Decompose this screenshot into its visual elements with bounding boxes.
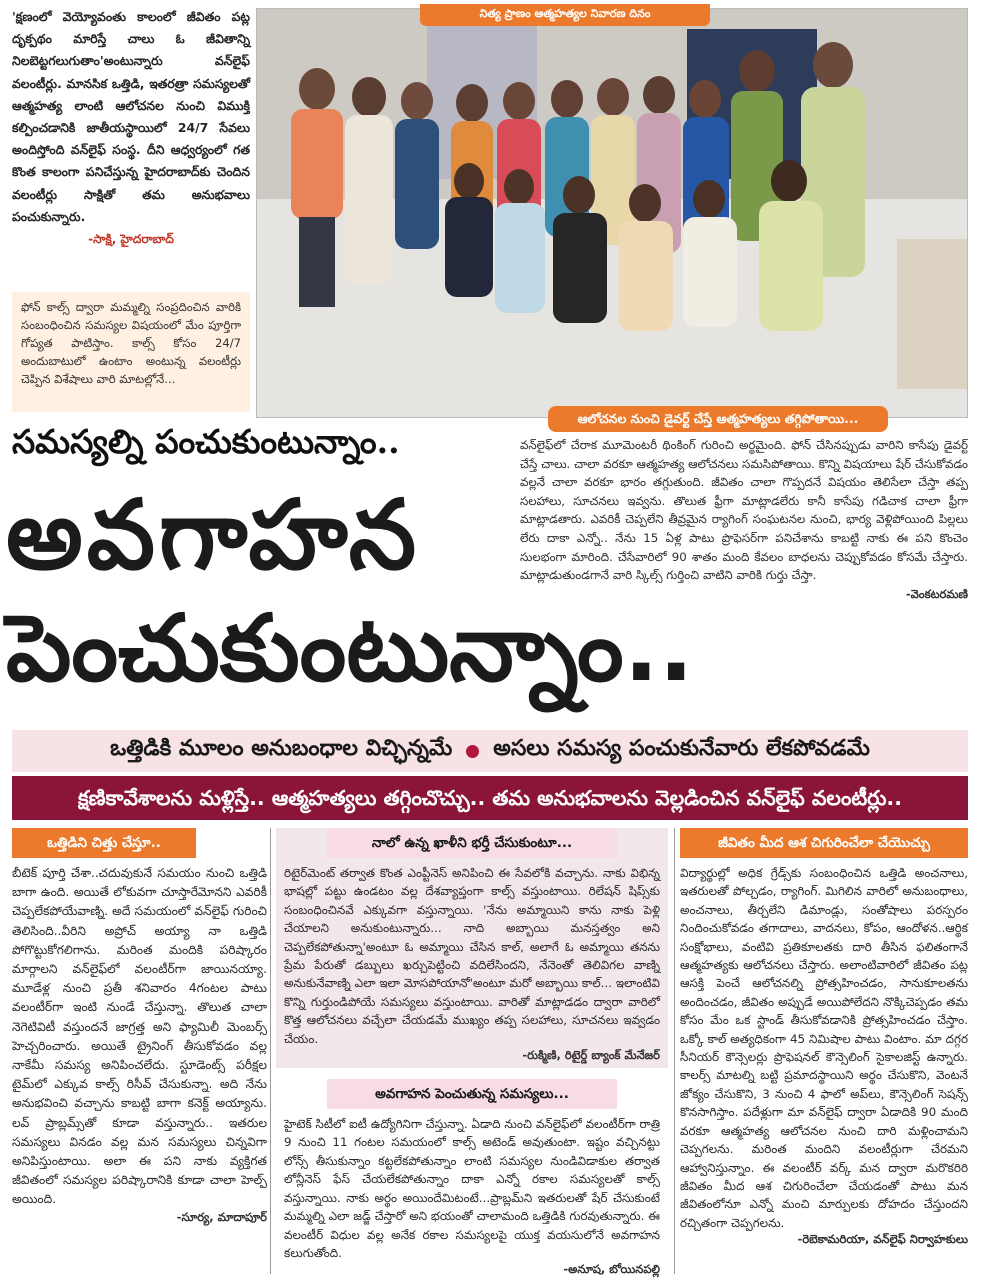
- group-photo-illustration: [257, 9, 968, 418]
- story-2b-heading: అవగాహన పెంచుతున్న సమస్యలు...: [327, 1079, 617, 1109]
- story-1-body: బీటెక్ పూర్తి చేశా..చదువుకునే సమయం నుంచి ఒత్తిడి బాగా ఉంది. అయితే లోకువగా చూస్తారేమోనని ఎవరికీ చెప్పలేకపోయేవాణ్ని. అదే సమయంలో వన్‌లైఫ్ గురించి తెలిసింది..వీరిని అప్రోచ్ అయ్యా నా ఒత్తిడి పోగొట్టుకోగలిగాను. మరింత మందికి పరిష్కారం మార్గాలని వన్‌లైఫ్‌లో వలంటీర్‌గా జాయినయ్యా. మూడేళ్ల నుంచి ప్రతీ శనివారం 4గంటల పాటు వలంటీర్‌గా ఇంటి నుండే చేస్తున్నా. తొలుత చాలా నెగెటివిటీ వస్తుందనే జాగ్రత్త అని ఫ్యామిలీ మెంబర్స్ హెచ్చరించారు. అయితే ట్రైనింగ్ తీసుకోవడం వల్ల నాకేమీ సమస్య అనిపించలేదు. స్టూడెంట్స్ పరీక్షల టైమ్‌లో ఎక్కువ కాల్స్ రిసీవ్ చేసుకున్నా. అది నేను అనుభవించి వచ్చాను కాబట్టి బాగా కనెక్ట్ అయ్యాను. లవ్ ప్రాబ్లమ్స్‌తో కూడా వస్తున్నారు.. ఇతరుల సమస్యలు వినడం వల్ల మన సమస్యలు చిన్నవిగా అనిపిస్తుంటాయి. అలా ఈ పని నాకు వ్యక్తిగత జీవితంలో సమస్యల పరిష్కారానికి కూడా చాలా హెల్ప్ అయింది.: [12, 866, 267, 1207]
- headline-kicker: సమస్యల్ని పంచుకుంటున్నాం..: [12, 422, 400, 461]
- story-column-2: [276, 828, 668, 1279]
- story-2a-heading: నాలో ఉన్న ఖాళీని భర్తీ చేసుకుంటూ...: [327, 828, 617, 858]
- story-column-3: [680, 828, 968, 1249]
- story-3-heading: జీవితం మీద ఆశ చిగురించేలా చేయొచ్చు: [680, 828, 968, 858]
- story-1-heading: ఒత్తిడిని చిత్తు చేస్తూ..: [12, 828, 196, 858]
- headline-line-2: పెంచుకుంటున్నాం..: [6, 595, 694, 702]
- side-story-byline: -వెంకటరమణి: [905, 586, 968, 601]
- subheading-band: [12, 730, 968, 772]
- intro-section: [12, 6, 250, 249]
- column-divider: [674, 828, 675, 1274]
- column-divider: [270, 828, 271, 1274]
- intro-paragraph: 'క్షణంలో వెయ్యోవంతు కాలంలో జీవితం పట్ల దృక్పథం మారిస్తే చాలు ఓ జీవితాన్ని నిలబెట్టగలుగుతాం'అంటున్నారు వన్‌లైఫ్ వలంటీర్లు. మానసిక ఒత్తిడి, ఇతరత్రా సమస్యలతో ఆత్మహత్య లాంటి ఆలోచనల నుంచి విముక్తి కల్పించడానికి జాతీయస్థాయిలో 24/7 సేవలు అందిస్తోంది వన్‌లైఫ్ సంస్థ. దీని ఆధ్వర్యంలో గత కొంత కాలంగా పనిచేస్తున్న హైదరాబాద్‌కు చెందిన వలంటీర్లు సాక్షితో తమ అనుభవాలు పంచుకున్నారు.: [12, 9, 250, 224]
- story-2a-byline: -రుక్మిణి, రిటైర్డ్ బ్యాంక్ మేనేజర్: [522, 1048, 660, 1063]
- group-photo: [256, 8, 968, 418]
- story-2a: [276, 828, 668, 1065]
- story-1-byline: -సూర్య, మాదాపూర్: [176, 1209, 267, 1224]
- story-2a-body: రిటైర్‌మెంట్ తర్వాత కొంత ఎంప్టీనెస్ అనిపించి ఈ సేవలోకి వచ్చాను. నాకు విభిన్న భాషల్లో పట్టు ఉండటం వల్ల దేశవ్యాప్తంగా కాల్స్ వస్తుంటాయి. రిలేషన్ షిప్స్‌కు సంబంధించినవే ఎక్కువగా వస్తున్నాయి. 'నేను అమ్మాయిని కాను నాకు పెళ్లి చేయాలని అనుకుంటున్నారు... నాది అబ్బాయి మనస్తత్వం అని చెప్పలేకపోతున్నా'అంటూ ఓ అమ్మాయి చేసిన కాల్, అలాగే ఓ అమ్మాయి తనను ప్రేమ పేరుతో డబ్బులు ఖర్చుపెట్టించి వదిలేసిందని, నేనెంతో తెలివిగల వాణ్ని అనుకునేవాణ్ని ఎలా ఇలా మోసపోయానో'అంటూ మరో అబ్బాయి కాల్... ఇలాంటివి కొన్ని గుర్తుండిపోయే సమస్యలు వస్తుంటాయి. వారితో మాట్లాడడం ద్వారా వారిలో కొత్త ఆలోచనలు వచ్చేలా చేయడమే ముఖ్యం తప్ప సలహాలు, సూచనలు ఇవ్వడం చేయం.: [284, 866, 660, 1046]
- subheading-right: అసలు సమస్య పంచుకునేవారు లేకపోవడమే: [493, 736, 870, 761]
- side-story-body: వన్‌లైఫ్‌లో చేరాక మూమెంటరీ థింకింగ్ గురించి అర్థమైంది. ఫోన్ చేసినప్పుడు వారిని కాసేపు డైవర్ట్ చేస్తే చాలు. చాలా వరకూ ఆత్మహత్య ఆలోచనలు సమసిపోతాయి. కొన్ని విషయాలు షేర్ చేసుకోవడం వల్లనే చాలా వరకూ భారం తగ్గుతుంది. జీవితం చాలా గొప్పదనే విషయం తెలిసేలా చేస్తా తప్ప సలహాలు, సూచనలు ఇవ్వను. తొలుత ఫ్రీగా మాట్లాడలేరు కానీ కాసేపు గడిచాక చాలా ఫ్రీగా మాట్లాడతారు. ఎవరికీ చెప్పలేని తీవ్రమైన ర్యాగింగ్ సంఘటనల నుంచి, భార్య వెళ్లిపోయింది పిల్లలు లేరు దాకా ఎన్నో.. నేను 15 ఏళ్ల పాటు ప్రొఫెసర్‌గా పనిచేశాను కాబట్టి నాకు ఈ పని కొంచెం సులభంగా మారింది. చేసేవారిలో 90 శాతం మంది కేవలం బాధలను చెప్పుకోవడం కోసమే చేస్తారు. మాట్లాడుతుండగానే వారి స్కిల్స్ గుర్తించి వాటిని వారికి గుర్తు చేస్తా.: [520, 438, 968, 583]
- photo-banner: నిత్య ప్రాణం ఆత్మహత్యల నివారణ దినం: [420, 4, 710, 26]
- bullet-dot-icon: [466, 745, 479, 758]
- intro-byline: -సాక్షి, హైదరాబాద్: [88, 232, 174, 247]
- story-3-body: విద్యార్థుల్లో అధిక గ్రేడ్స్‌కు సంబంధించిన ఒత్తిడి అంచనాలు, ఇతరులతో పోల్చడం, ర్యాగింగ్. మిగిలిన వారిలో అనుబంధాలు, అంచనాలు, తీర్చలేని డిమాండ్లు, సంతోషాలు పరస్పరం నిందించుకోవడం తగాదాలు, వాదనలు, కోపం, ఆందోళన..ఆర్థిక సంక్షోభాలు, వంటివి ప్రతికూలతకు దారి తీసిన ఫలితంగానే ఆత్మహత్యకు ఆలోచనలు చేస్తారు. అలాంటివారిలో జీవితం పట్ల ఆసక్తి పెంచే ఆలోచనల్ని ప్రోత్సహించడం, సానుకూలతను అందించడం, జీవితం అప్పుడే అయిపోలేదని నొక్కిచెప్పడం తమ కోసం మేం ఒక స్టాండ్ తీసుకోవడానికి ప్రోత్సహించడం చేస్తాం. ఒక్కో కాల్ అత్యధికంగా 45 నిమిషాల పాటు వింటాం. మా దగ్గర సీనియర్ కౌన్సెలర్లు ప్రొఫెషనల్ కౌన్సెలింగ్ సైకాలజిస్ట్ ఉన్నారు. కాలర్స్ మాటల్ని బట్టి ప్రమాదస్థాయిని అర్థం చేసుకొని, వెంటనే జోక్యం చేసుకొని, 3 నుంచి 4 ఫాలో అప్‌లు, కౌన్సెలింగ్ సెషన్స్ కొనసాగిస్తాం. పదేళ్లుగా మా వన్‌లైఫ్ ద్వారా ఏడాదికి 90 మంది వరకూ ఆత్మహత్య ఆలోచనల నుంచి దారి మళ్లించామని చెప్పగలను. మరింత మందిని వలంటీర్లుగా చేరమని ఆహ్వానిస్తున్నాం. ఈ వలంటీర్ వర్క్ మన ద్వారా మరొకరిరి జీవితం మీద ఆశ చిగురించేలా చేయడంతో పాటు మన జీవితంలోనూ ఎన్నో మంచి మార్పులకు దోహదం చేస్తుందని రచ్చితంగా చెప్పగలను.: [680, 866, 968, 1230]
- photo-caption: ఆలోచనల నుంచి డైవర్ట్ చేస్తే ఆత్మహత్యలు తగ్గిపోతాయి...: [548, 406, 888, 432]
- headline-line-1: అవగాహన: [6, 479, 421, 591]
- subheading-left: ఒత్తిడికి మూలం అనుబంధాల విచ్ఛిన్నమే: [110, 736, 453, 761]
- highlight-band: క్షణికావేశాలను మళ్లిస్తే.. ఆత్మహత్యలు తగ్గించొచ్చు.. తమ అనుభవాలను వెల్లడించిన వన్‌లైఫ్ వలంటీర్లు..: [12, 776, 968, 820]
- story-column-1: [12, 828, 267, 1227]
- story-3-byline: -రెబెకామరియా, వన్‌లైఫ్ నిర్వాహకులు: [797, 1232, 968, 1247]
- story-2b-body: హైటెక్ సిటీలో ఐటీ ఉద్యోగినిగా చేస్తున్నా. ఏడాది నుంచి వన్‌లైఫ్‌లో వలంటీర్‌గా రాత్రి 9 నుంచి 11 గంటల సమయంలో కాల్స్ అటెండ్ అవుతుంటా. ఇష్టం వచ్చినట్టు లోన్స్ తీసుకున్నాం కట్టలేకపోతున్నాం లాంటి సమస్యల నుండివిడాకుల తర్వాత లోన్లీనెస్ ఫేస్ చేయలేకపోతున్నాం దాకా ఎన్నో రకాల సమస్యలతో కాల్స్ వస్తున్నాయి. నాకు అర్థం అయిందేమిటంటే...ప్రాబ్లమ్‌ని ఇతరులతో షేర్ చేసుకుంటే మమ్మల్ని ఎలా జడ్జ్ చేస్తారో అని భయంతో చాలామంది ఒత్తిడికి గురవుతున్నారు. ఈ వలంటీర్ విధుల వల్ల అనేక రకాల సమస్యలపై యుక్త వయసులోనే అవగాహన కలుగుతోంది.: [284, 1117, 660, 1260]
- story-2b: [276, 1079, 668, 1279]
- intro-note-box: ఫోన్ కాల్స్ ద్వారా మమ్మల్ని సంప్రదించిన వారికి సంబంధించిన సమస్యల విషయంలో మేం పూర్తిగా గోప్యత పాటిస్తాం. కాల్స్ కోసం 24/7 అందుబాటులో ఉంటాం అంటున్న వలంటీర్లు చెప్పిన విశేషాలు వారి మాటల్లోనే...: [12, 292, 250, 412]
- side-story: [520, 436, 968, 603]
- story-2b-byline: -అనూష, బోయినపల్లి: [563, 1262, 660, 1277]
